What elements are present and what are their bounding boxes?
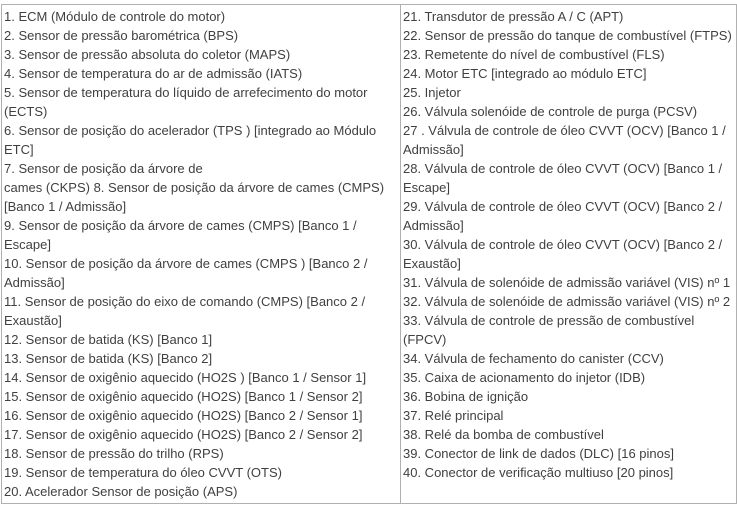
list-item: 2. Sensor de pressão barométrica (BPS) <box>4 28 239 43</box>
list-item: 16. Sensor de oxigênio aquecido (HO2S) [Banco 2 / Sensor 1] <box>4 408 363 423</box>
list-item: 15. Sensor de oxigênio aquecido (HO2S) [Banco 1 / Sensor 2] <box>4 389 363 404</box>
list-item: 23. Remetente do nível de combustível (FLS) <box>403 47 665 62</box>
list-item: 30. Válvula de controle de óleo CVVT (OCV) [Banco 2 / Exaustão] <box>403 237 723 271</box>
list-item: 34. Válvula de fechamento do canister (CCV) <box>403 351 664 366</box>
list-item-7-8 <box>4 159 400 216</box>
list-item: 3. Sensor de pressão absoluta do coletor (MAPS) <box>4 47 291 62</box>
list-item: 19. Sensor de temperatura do óleo CVVT (OTS) <box>4 465 282 480</box>
list-item: 38. Relé da bomba de combustível <box>403 427 604 442</box>
list-item: 6. Sensor de posição do acelerador (TPS ) [integrado ao Módulo ETC] <box>4 123 377 157</box>
list-item: 36. Bobina de ignição <box>403 389 529 404</box>
component-legend-table <box>1 4 737 504</box>
list-item: 33. Válvula de controle de pressão de combustível (FPCV) <box>403 313 695 347</box>
list-item: 31. Válvula de solenóide de admissão variável (VIS) nº 1 <box>403 275 731 290</box>
list-item: 32. Válvula de solenóide de admissão variável (VIS) nº 2 <box>403 294 731 309</box>
list-item: 1. ECM (Módulo de controle do motor) <box>4 9 226 24</box>
list-item: 29. Válvula de controle de óleo CVVT (OCV) [Banco 2 / Admissão] <box>403 199 723 233</box>
list-item: 9. Sensor de posição da árvore de cames (CMPS) [Banco 1 / Escape] <box>4 218 357 252</box>
list-item: 4. Sensor de temperatura do ar de admissão (IATS) <box>4 66 303 81</box>
list-item-7-line-1: 7. Sensor de posição da árvore de <box>4 161 203 176</box>
left-column <box>2 5 401 504</box>
list-item: 14. Sensor de oxigênio aquecido (HO2S ) [Banco 1 / Sensor 1] <box>4 370 367 385</box>
list-item: 18. Sensor de pressão do trilho (RPS) <box>4 446 224 461</box>
list-item: 13. Sensor de batida (KS) [Banco 2] <box>4 351 213 366</box>
list-item: 10. Sensor de posição da árvore de cames (CMPS ) [Banco 2 / Admissão] <box>4 256 368 290</box>
list-item-7-line-2: cames (CKPS) 8. Sensor de posição da árvore de cames (CMPS) [Banco 1 / Admissão] <box>4 180 385 214</box>
list-item: 11. Sensor de posição do eixo de comando (CMPS) [Banco 2 / Exaustão] <box>4 294 366 328</box>
list-item: 5. Sensor de temperatura do líquido de arrefecimento do motor (ECTS) <box>4 85 368 119</box>
list-item: 22. Sensor de pressão do tanque de combustível (FTPS) <box>403 28 732 43</box>
list-item: 35. Caixa de acionamento do injetor (IDB) <box>403 370 646 385</box>
list-item: 26. Válvula solenóide de controle de purga (PCSV) <box>403 104 698 119</box>
list-item: 37. Relé principal <box>403 408 504 423</box>
list-item: 25. Injetor <box>403 85 461 100</box>
list-item: 24. Motor ETC [integrado ao módulo ETC] <box>403 66 647 81</box>
list-item: 40. Conector de verificação multiuso [20 pinos] <box>403 465 674 480</box>
list-item: 12. Sensor de batida (KS) [Banco 1] <box>4 332 213 347</box>
list-item: 17. Sensor de oxigênio aquecido (HO2S) [Banco 2 / Sensor 2] <box>4 427 363 442</box>
list-item: 20. Acelerador Sensor de posição (APS) <box>4 484 238 499</box>
table-row <box>2 5 737 504</box>
list-item: 39. Conector de link de dados (DLC) [16 pinos] <box>403 446 674 461</box>
list-item: 21. Transdutor de pressão A / C (APT) <box>403 9 624 24</box>
list-item: 27 . Válvula de controle de óleo CVVT (OCV) [Banco 1 / Admissão] <box>403 123 726 157</box>
list-item: 28. Válvula de controle de óleo CVVT (OCV) [Banco 1 / Escape] <box>403 161 723 195</box>
right-column <box>401 5 737 504</box>
